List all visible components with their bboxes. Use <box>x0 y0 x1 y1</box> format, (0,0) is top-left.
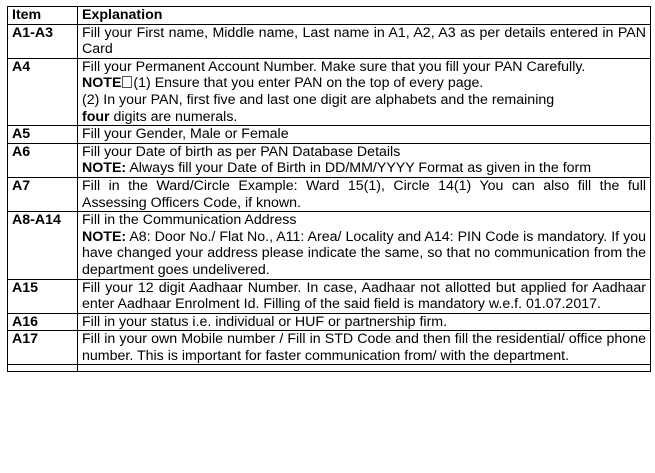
table-row <box>8 126 651 144</box>
note-line <box>82 160 646 177</box>
row-item: A6 <box>8 143 78 177</box>
row-item: A7 <box>8 177 78 211</box>
note-text-2a: (2) In your PAN, first five and last one digit are alphabets and the remaining <box>82 91 555 108</box>
table-row <box>8 143 651 177</box>
table-row <box>8 279 651 313</box>
explanation-text: Fill your Date of birth as per PAN Database Details <box>82 143 401 160</box>
explanation-text: Fill your Permanent Account Number. Make sure that you fill your PAN Carefully. <box>82 58 586 75</box>
note-line-2 <box>82 92 646 125</box>
header-explanation: Explanation <box>78 7 651 25</box>
note-label: NOTE: <box>82 228 127 245</box>
row-explanation <box>78 58 651 125</box>
explanation-text: Fill in your own Mobile number / Fill in STD Code and then fill the residential/ office phone number. This is important for faster communication from/ with the department. <box>82 331 646 364</box>
row-item: A15 <box>8 279 78 313</box>
row-explanation <box>78 279 651 313</box>
row-explanation <box>78 177 651 211</box>
note-text: (1) Ensure that you enter PAN on the top of every page. <box>133 75 484 92</box>
row-item: A4 <box>8 58 78 125</box>
row-explanation <box>78 143 651 177</box>
empty-cell <box>8 365 78 372</box>
explanation-text: Fill in the Communication Address <box>82 212 297 229</box>
row-item: A8-A14 <box>8 212 78 279</box>
table-row <box>8 212 651 279</box>
note-line <box>82 75 646 92</box>
explanation-text: Fill your Gender, Male or Female <box>82 126 289 143</box>
row-explanation <box>78 24 651 58</box>
explanation-text: Fill in your status i.e. individual or HUF or partnership firm. <box>82 313 448 330</box>
table-row <box>8 58 651 125</box>
explanation-text: Fill your 12 digit Aadhaar Number. In case, Aadhaar not allotted but applied for Aadhaar enter Aadhaar Enrolment Id. Filling of the said field is mandatory w.e.f. 01.07.2017. <box>82 279 646 313</box>
row-explanation <box>78 126 651 144</box>
row-explanation <box>78 313 651 331</box>
note-text: Always fill your Date of Birth in DD/MM/YYYY Format as given in the form <box>129 160 592 177</box>
table-row <box>8 313 651 331</box>
missing-glyph-box <box>122 76 132 88</box>
row-item: A5 <box>8 126 78 144</box>
emphasis-text: four <box>82 108 110 125</box>
table-row <box>8 177 651 211</box>
explanation-text: Fill your First name, Middle name, Last name in A1, A2, A3 as per details entered in PAN Card <box>82 24 646 58</box>
row-explanation <box>78 331 651 365</box>
explanation-table <box>7 6 651 372</box>
table-header-row <box>8 7 651 25</box>
note-text: A8: Door No./ Flat No., A11: Area/ Locality and A14: PIN Code is mandatory. If you have changed your address please indicate the same, so that no communication from the department goes undelivered. <box>82 228 646 278</box>
header-item: Item <box>8 7 78 25</box>
explanation-text: Fill in the Ward/Circle Example: Ward 15(1), Circle 14(1) You can also fill the full Assessing Officers Code, if known. <box>82 177 646 211</box>
row-item: A17 <box>8 331 78 365</box>
note-line <box>82 229 646 279</box>
table-row <box>8 331 651 365</box>
empty-cell <box>78 365 651 372</box>
table-row-cutoff <box>8 365 651 372</box>
row-item: A16 <box>8 313 78 331</box>
note-label: NOTE: <box>82 160 127 177</box>
row-item: A1-A3 <box>8 24 78 58</box>
row-explanation <box>78 212 651 279</box>
table-row <box>8 24 651 58</box>
note-text-2c: digits are numerals. <box>113 108 238 125</box>
note-label: NOTE <box>82 75 122 92</box>
